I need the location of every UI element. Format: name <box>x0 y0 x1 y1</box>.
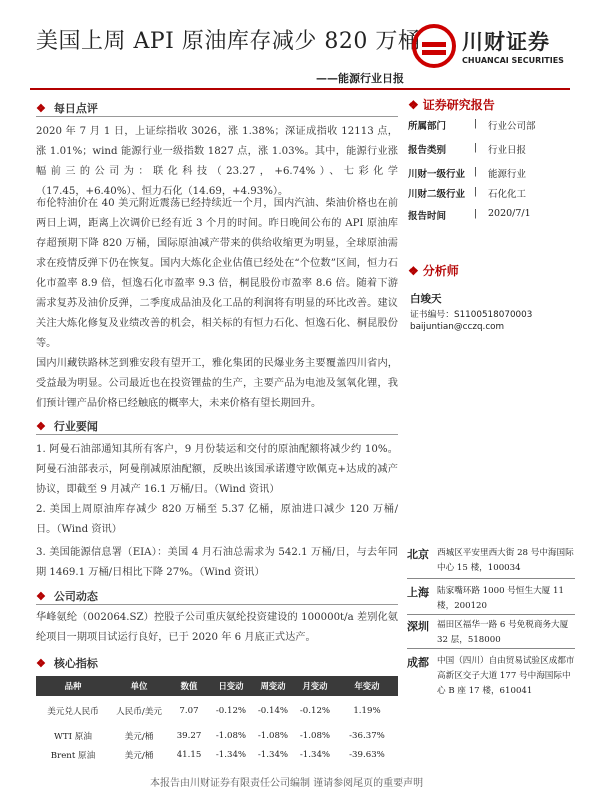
table-cell: -1.08% <box>299 730 331 741</box>
office-address-shanghai: 陆家嘴环路 1000 号恒生大厦 11 楼，200120 <box>437 586 564 611</box>
info-row-date: 报告时间 | 2020/7/1 <box>408 208 531 222</box>
diamond-icon: ❖ <box>36 590 46 603</box>
table-cell: 美元/桶 <box>124 750 154 761</box>
table-cell: -1.08% <box>215 730 247 741</box>
office-address-beijing: 西城区平安里西大街 28 号中海国际中心 15 楼，100034 <box>437 548 574 573</box>
table-cell: WTI 原油 <box>54 731 92 742</box>
info-row-industry-2: 川财二级行业 | 石化化工 <box>408 186 527 200</box>
section-rule <box>36 434 398 435</box>
table-cell: -39.63% <box>349 749 385 760</box>
office-city-shanghai: 上海 <box>407 586 429 599</box>
section-rule <box>36 116 398 117</box>
office-city-chengdu: 成都 <box>407 656 429 669</box>
info-key: 川财二级行业 <box>408 189 466 200</box>
daily-paragraph-3: 国内川藏铁路林芝到雅安段有望开工，雅化集团的民爆业务主要覆盖四川省内，受益最为明显。公司最近也在投资锂盐的生产，主要产品为电池及氢氧化锂，我们预计锂产品价格已经触底的概率大，未来价格有望长期回升。 <box>36 358 398 409</box>
table-row <box>36 745 398 764</box>
company-news-text: 华峰氨纶（002064.SZ）控股子公司重庆氨纶投资建设的 100000t/a 差别化氨纶项目一期项目试运行良好，已于 2020 年 6 月底正式达产。 <box>36 612 398 643</box>
logo-mark-icon <box>412 24 456 68</box>
sidebar-heading-report: ❖ 证券研究报告 <box>408 98 495 112</box>
office-address-shenzhen: 福田区福华一路 6 号免税商务大厦 32 层，518000 <box>437 620 569 645</box>
daily-paragraph-1: 2020 年 7 月 1 日，上证综指收 3026，涨 1.38%；深证成指收 12113 点，涨 1.01%；wind 能源行业一级指数 1827 点，涨 1.03%。其中，能源行业涨幅前三的公司为：联化科技（23.27，+6.74%）、七彩化学（17.45，+6.40%）、恒力石化（14.69，+4.93%）。 <box>36 126 398 197</box>
report-title: 美国上周 API 原油库存减少 820 万桶 <box>36 29 421 54</box>
core-indicators-table <box>36 676 398 764</box>
section-rule <box>36 604 398 605</box>
sidebar-heading-analyst: ❖ 分析师 <box>408 264 459 278</box>
table-row <box>36 726 398 745</box>
info-value: 行业日报 <box>488 145 527 156</box>
column-header: 月变动 <box>294 676 336 696</box>
section-heading-indicators: ❖ 核心指标 <box>36 657 98 670</box>
diamond-icon: ❖ <box>36 657 46 670</box>
table-cell: -0.14% <box>257 706 289 716</box>
info-value: 行业公司部 <box>488 121 536 132</box>
info-row-industry-1: 川财一级行业 | 能源行业 <box>408 166 527 180</box>
page-footer: 本报告由川财证券有限责任公司编制 谨请参阅尾页的重要声明 <box>150 778 424 789</box>
analyst-email: baijuntian@cczq.com <box>410 322 505 332</box>
table-header-row <box>36 676 398 696</box>
column-header: 周变动 <box>252 676 294 696</box>
info-row-department: 所属部门 | 行业公司部 <box>408 118 536 132</box>
info-key: 报告类别 <box>408 145 447 156</box>
info-key: 川财一级行业 <box>408 169 466 180</box>
table-cell: 美元/桶 <box>124 731 154 742</box>
office-address-chengdu: 中国（四川）自由贸易试验区成都市高新区交子大道 177 号中海国际中心 B 座 17 楼，610041 <box>437 656 575 696</box>
column-header: 日变动 <box>210 676 252 696</box>
logo-name-cn: 川财证券 <box>462 30 550 54</box>
column-header: 品种 <box>36 676 110 696</box>
office-rule <box>407 578 575 579</box>
table-cell: 41.15 <box>176 749 202 760</box>
table-cell: -1.34% <box>215 749 247 760</box>
office-city-shenzhen: 深圳 <box>407 620 429 633</box>
info-value: 2020/7/1 <box>488 208 531 219</box>
section-heading-daily: ❖ 每日点评 <box>36 102 98 115</box>
office-city-beijing: 北京 <box>407 548 429 561</box>
analyst-cert: 证书编号：S1100518070003 <box>410 310 533 320</box>
info-value: 石化化工 <box>488 189 527 200</box>
table-cell: -1.34% <box>257 749 289 760</box>
table-cell: -0.12% <box>215 706 247 716</box>
diamond-icon: ❖ <box>408 98 419 112</box>
table-cell: 美元兑人民币 <box>47 707 99 717</box>
info-key: 报告时间 <box>408 211 447 222</box>
info-row-category: 报告类别 | 行业日报 <box>408 142 527 156</box>
analyst-name: 白竣天 <box>410 293 442 305</box>
logo-name-en: CHUANCAI SECURITIES <box>462 56 564 65</box>
table-cell: 1.19% <box>353 706 381 716</box>
section-heading-company: ❖ 公司动态 <box>36 590 98 603</box>
office-rule <box>407 648 575 649</box>
header-rule <box>30 88 570 90</box>
table-cell: 人民币/美元 <box>116 707 162 717</box>
table-cell: -36.37% <box>349 730 385 741</box>
news-item-1: 1. 阿曼石油部通知其所有客户，9 月份装运和交付的原油配额将减少约 10%。阿曼石油部表示，阿曼削减原油配额，反映出该国承诺遵守欧佩克+达成的减产协议，即截至 9 月减产 16.1 万桶/日。（Wind 资讯） <box>36 444 398 495</box>
table-cell: 7.07 <box>179 706 199 716</box>
table-cell: -0.12% <box>299 706 331 716</box>
office-rule <box>407 614 575 615</box>
table-cell: -1.34% <box>299 749 331 760</box>
column-header: 年变动 <box>336 676 398 696</box>
diamond-icon: ❖ <box>36 102 46 115</box>
table-cell: -1.08% <box>257 730 289 741</box>
info-key: 所属部门 <box>408 121 447 132</box>
report-subtitle: ——能源行业日报 <box>316 72 404 85</box>
company-logo <box>412 24 572 70</box>
column-header: 单位 <box>110 676 168 696</box>
table-cell: Brent 原油 <box>50 750 96 761</box>
news-item-3: 3. 美国能源信息署（EIA）：美国 4 月石油总需求为 542.1 万桶/日，与去年同期 1469.1 万桶/日相比下降 27%。（Wind 资讯） <box>36 547 398 578</box>
table-row <box>36 696 398 726</box>
news-item-2: 2. 美国上周原油库存减少 820 万桶至 5.37 亿桶，原油进口减少 120 万桶/日。（Wind 资讯） <box>36 504 398 535</box>
diamond-icon: ❖ <box>408 264 419 278</box>
daily-paragraph-2: 布伦特油价在 40 美元附近震荡已经持续近一个月，国内汽油、柴油价格也在前两日上调，距离上次调价已经有近 3 个月的时间。昨日晚间公布的 API 原油库存超预期下降 820 万桶，国际原油减产带来的供给收缩更为明显，全球原油需求在疫情反弹下仍在恢复。国内大炼化企业估值已经处在“个位数”区间，恒力石化市盈率 8.9 倍，恒逸石化市盈率 9.3 倍，桐昆股份市盈率 8.6 倍。随着下游需求复苏及油价反弹，二季度成品油及化工品的利润将有明显的环比改善。建议关注大炼化修复及业绩改善的机会，相关标的有恒力石化、恒逸石化、桐昆股份等。 <box>36 198 398 349</box>
column-header: 数值 <box>168 676 210 696</box>
info-value: 能源行业 <box>488 169 527 180</box>
diamond-icon: ❖ <box>36 420 46 433</box>
table-cell: 39.27 <box>176 730 202 741</box>
section-heading-industry: ❖ 行业要闻 <box>36 420 98 433</box>
